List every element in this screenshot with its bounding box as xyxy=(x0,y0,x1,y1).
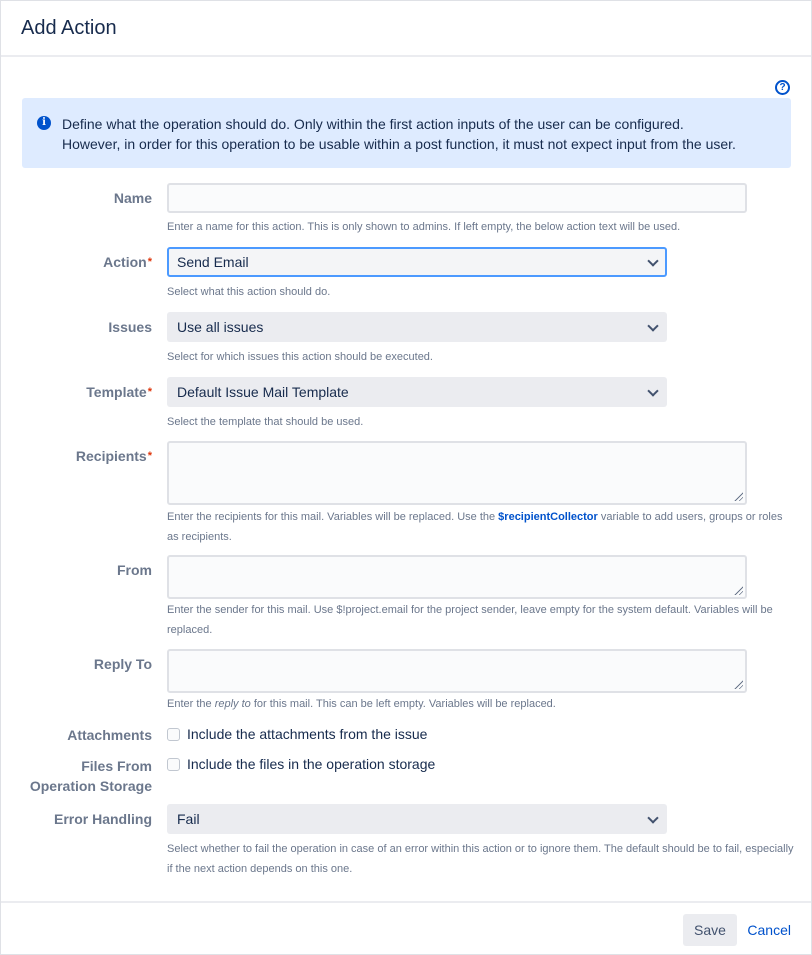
template-select-value: Default Issue Mail Template xyxy=(177,384,349,400)
chevron-down-icon xyxy=(647,812,658,823)
template-row xyxy=(1,377,812,407)
recipient-collector-link[interactable]: $recipientCollector xyxy=(498,511,598,523)
resize-handle-icon[interactable] xyxy=(733,679,743,689)
name-input[interactable] xyxy=(167,183,747,213)
attachments-checkbox-label[interactable]: Include the attachments from the issue xyxy=(187,726,428,742)
template-select[interactable] xyxy=(167,377,667,407)
attachments-label: Attachments xyxy=(67,727,152,743)
from-hint: Enter the sender for this mail. Use $!project.email for the project sender, leave empty for the system default. Variables will be replaced. xyxy=(167,604,773,636)
name-label: Name xyxy=(113,190,152,206)
issues-select[interactable] xyxy=(167,312,667,342)
name-hint: Enter a name for this action. This is only shown to admins. If left empty, the below action text will be used. xyxy=(167,221,681,233)
issues-row xyxy=(1,312,812,342)
files-checkbox-label[interactable]: Include the files in the operation storage xyxy=(187,756,436,772)
error-handling-hint: Select whether to fail the operation in case of an error within this action or to ignore them. The default should be to fail, especially if the next action depends on this one. xyxy=(167,843,794,875)
required-mark: * xyxy=(147,450,152,462)
chevron-down-icon xyxy=(647,385,658,396)
dialog-footer xyxy=(1,901,811,954)
chevron-down-icon xyxy=(647,255,658,266)
from-row xyxy=(1,555,812,599)
error-handling-row xyxy=(1,804,812,834)
files-label: Files From Operation Storage xyxy=(29,758,152,794)
save-button[interactable]: Save xyxy=(683,914,737,946)
dialog-content xyxy=(1,57,811,903)
files-checkbox-wrap[interactable] xyxy=(167,756,435,772)
dialog-header xyxy=(1,1,811,57)
reply-to-row xyxy=(1,649,812,693)
resize-handle-icon[interactable] xyxy=(733,585,743,595)
info-line-2: However, in order for this operation to be usable within a post function, it must not expect input from the user. xyxy=(62,136,736,152)
issues-select-value: Use all issues xyxy=(177,319,264,335)
attachments-checkbox[interactable] xyxy=(167,728,180,741)
recipients-label: Recipients* xyxy=(75,448,152,464)
attachments-checkbox-wrap[interactable] xyxy=(167,726,427,742)
cancel-link[interactable]: Cancel xyxy=(747,922,791,938)
info-line-1: Define what the operation should do. Only within the first action inputs of the user can be configured. xyxy=(62,116,684,132)
action-select-value: Send Email xyxy=(177,254,249,270)
chevron-down-icon xyxy=(647,320,658,331)
recipients-textarea[interactable] xyxy=(167,441,747,505)
error-handling-label: Error Handling xyxy=(53,811,152,827)
resize-handle-icon[interactable] xyxy=(733,491,743,501)
question-circle-icon[interactable]: ? xyxy=(775,80,790,95)
from-textarea[interactable] xyxy=(167,555,747,599)
info-message xyxy=(22,98,791,168)
info-circle-icon: i xyxy=(37,116,51,130)
error-handling-select[interactable] xyxy=(167,804,667,834)
issues-label: Issues xyxy=(108,319,152,335)
error-handling-select-value: Fail xyxy=(177,811,200,827)
recipients-row xyxy=(1,441,812,505)
reply-to-label: Reply To xyxy=(93,656,152,672)
template-hint: Select the template that should be used. xyxy=(167,416,364,428)
action-label: Action* xyxy=(103,254,152,270)
dialog-title: Add Action xyxy=(21,16,117,39)
reply-to-textarea[interactable] xyxy=(167,649,747,693)
action-hint: Select what this action should do. xyxy=(167,286,331,298)
template-label: Template* xyxy=(86,384,152,400)
issues-hint: Select for which issues this action should be executed. xyxy=(167,351,433,363)
action-row xyxy=(1,247,812,277)
files-checkbox[interactable] xyxy=(167,758,180,771)
required-mark: * xyxy=(147,256,152,268)
recipients-hint: Enter the recipients for this mail. Variables will be replaced. Use the $recipientCollector variable to add users, groups or roles as recipients. xyxy=(167,511,783,543)
reply-to-hint: Enter the reply to for this mail. This can be left empty. Variables will be replaced. xyxy=(167,698,556,710)
action-select[interactable] xyxy=(167,247,667,277)
from-label: From xyxy=(117,562,152,578)
required-mark: * xyxy=(147,386,152,398)
